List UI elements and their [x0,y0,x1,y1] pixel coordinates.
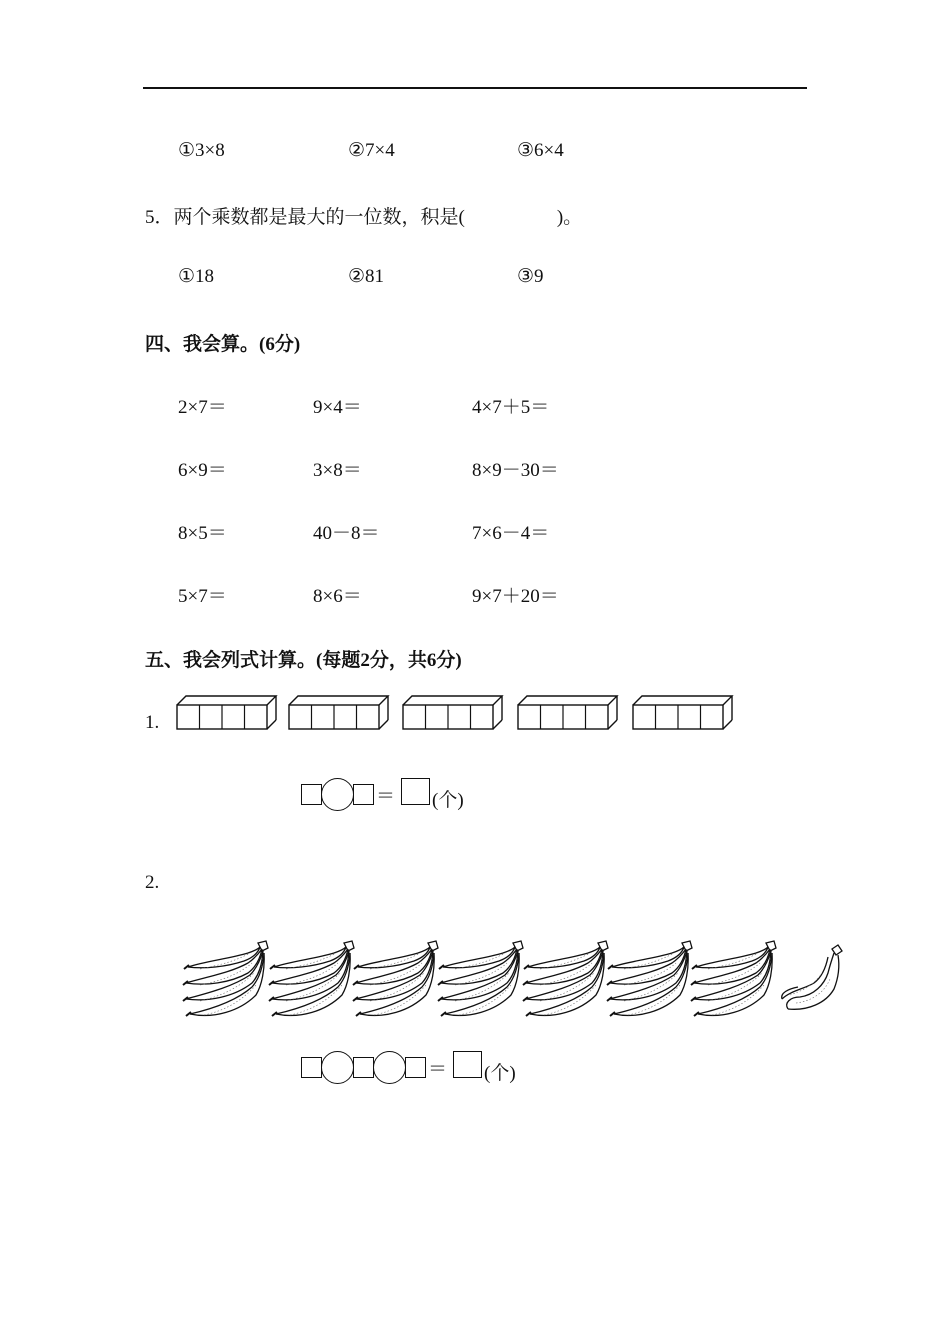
section5-title: 五、我会列式计算。(每题2分，共6分) [145,650,462,671]
calc-item: 5×7＝ [178,586,227,607]
calc-item: 4×7＋5＝ [472,397,550,418]
q5-option-1: ①18 [178,266,215,287]
s5-q2-number: 2. [145,872,160,893]
operator-circle[interactable] [321,778,354,811]
banana-bunch-4 [438,941,523,1016]
calc-item: 8×6＝ [313,586,362,607]
q4-option-2: ②7×4 [348,140,395,161]
calc-item: 3×8＝ [313,460,362,481]
calc-item: 40－8＝ [313,523,380,544]
answer-box[interactable] [301,784,322,805]
calc-item: 9×7＋20＝ [472,586,559,607]
calc-item: 2×7＝ [178,397,227,418]
box-group-3 [403,696,502,729]
equals-sign: ＝ [428,1059,448,1080]
result-box[interactable] [453,1051,482,1078]
banana-single [782,945,842,1009]
banana-bunch-3 [353,941,438,1016]
section4-title: 四、我会算。(6分) [145,334,301,355]
box-group-2 [289,696,388,729]
calc-item: 6×9＝ [178,460,227,481]
banana-bunch-7 [691,941,776,1016]
unit-label: (个) [484,1063,516,1084]
box-group-4 [518,696,617,729]
calc-item: 8×9－30＝ [472,460,559,481]
operator-circle[interactable] [373,1051,406,1084]
q5-stem-text: 5．两个乘数都是最大的一位数，积是( [145,207,465,228]
q5-stem [145,202,582,229]
banana-bunch-2 [269,941,354,1016]
banana-bunch-6 [607,941,692,1016]
banana-bunch-1 [183,941,268,1016]
calc-item: 7×6－4＝ [472,523,550,544]
box-group-1 [177,696,276,729]
q4-option-1: ①3×8 [178,140,225,161]
box-group-5 [633,696,732,729]
calc-item: 8×5＝ [178,523,227,544]
s5-q1-equation [301,778,464,811]
answer-box[interactable] [353,784,374,805]
result-box[interactable] [401,778,430,805]
box-groups-figure [170,690,750,735]
q4-option-3: ③6×4 [517,140,564,161]
q5-option-2: ②81 [348,266,385,287]
banana-bunch-5 [523,941,608,1016]
answer-box[interactable] [353,1057,374,1078]
q5-stem-close: )。 [556,207,583,228]
answer-box[interactable] [405,1057,426,1078]
q5-option-3: ③9 [517,266,544,287]
calc-item: 9×4＝ [313,397,362,418]
answer-box[interactable] [301,1057,322,1078]
s5-q2-equation [301,1051,516,1084]
equals-sign: ＝ [376,786,396,807]
bananas-figure [180,935,845,1025]
s5-q1-number: 1. [145,712,160,733]
top-rule [143,87,807,89]
unit-label: (个) [432,790,464,811]
operator-circle[interactable] [321,1051,354,1084]
